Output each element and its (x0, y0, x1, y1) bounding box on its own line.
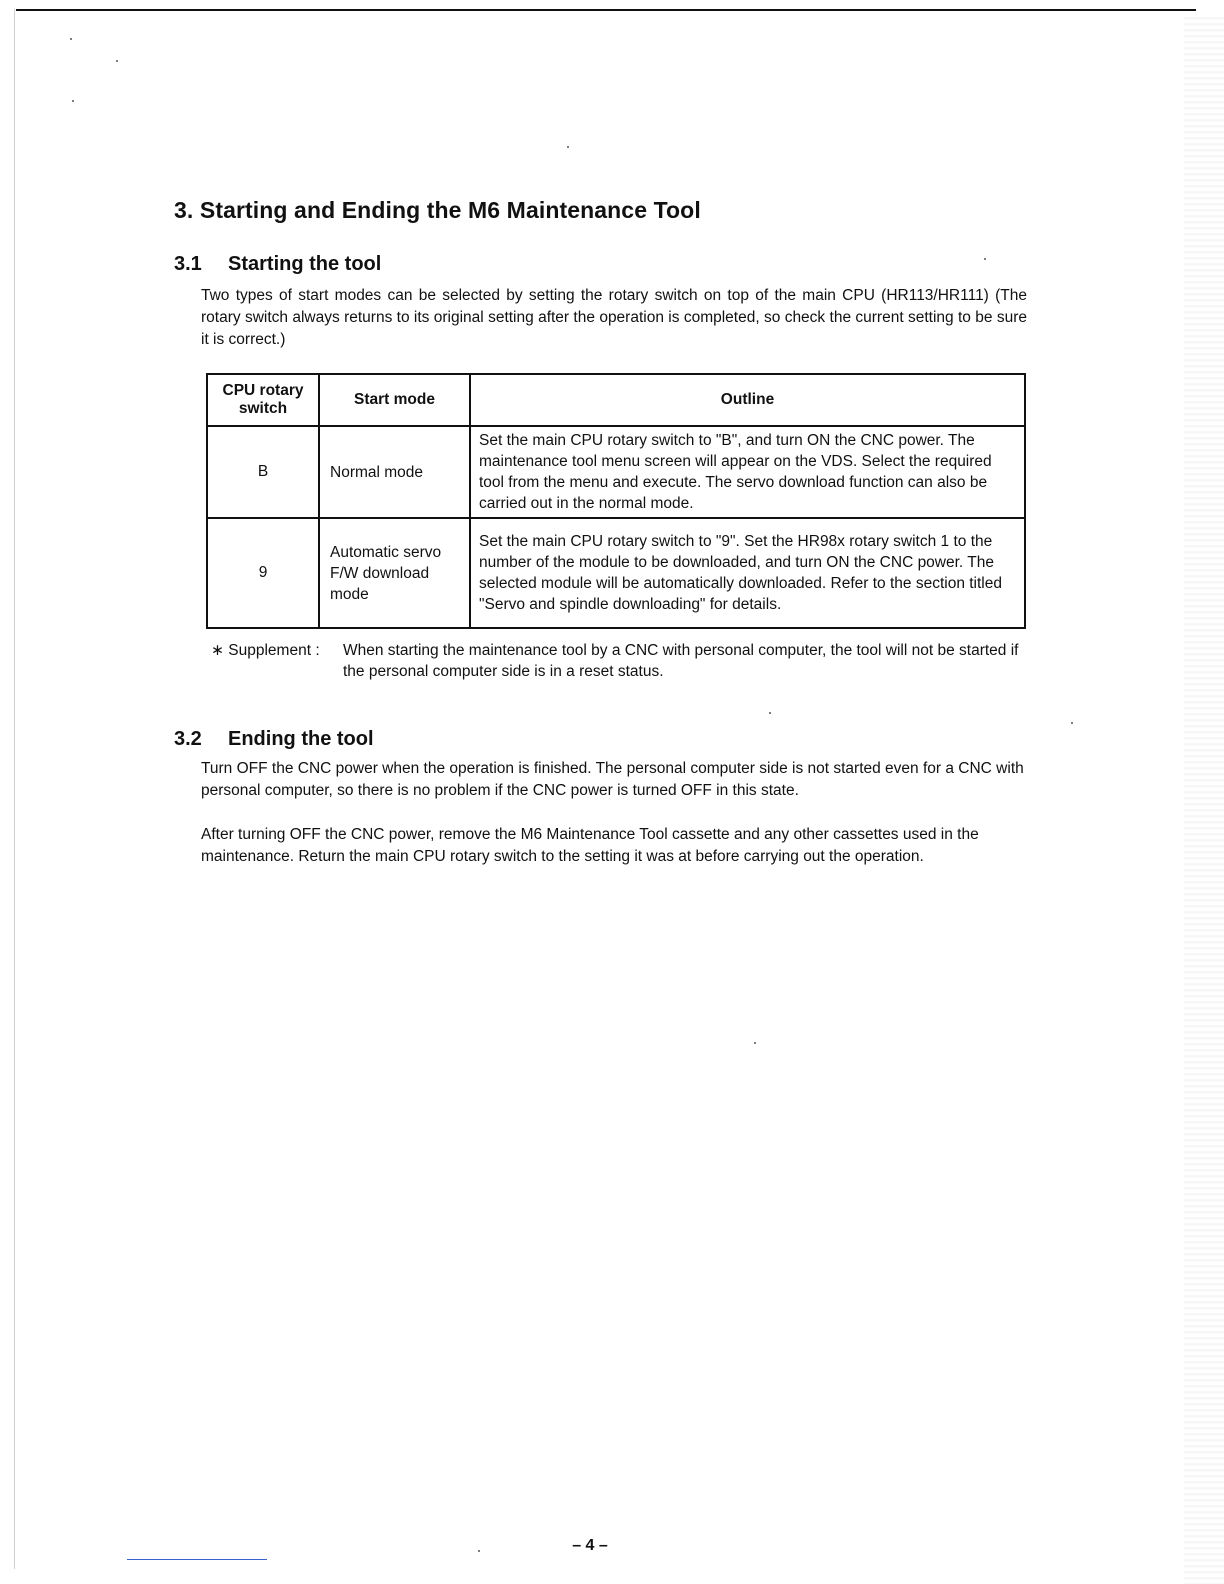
scan-speck (478, 1550, 480, 1552)
table-header-outline: Outline (470, 374, 1025, 426)
start-mode-table (206, 373, 1026, 629)
section-paragraph-remove-cassette: After turning OFF the CNC power, remove the M6 Maintenance Tool cassette and any other cassettes used in the maintenance. Return the main CPU rotary switch to the setting it was at before carrying out the operation. (201, 826, 979, 865)
section-number: 3.2 (174, 728, 202, 750)
page-number: – 4 – (572, 1537, 608, 1554)
footer-underline (127, 1559, 267, 1560)
section-heading-starting (174, 253, 381, 276)
top-border-rule (16, 9, 1196, 11)
section-title: Starting the tool (228, 253, 382, 275)
scan-speck (72, 100, 74, 102)
chapter-heading: 3. Starting and Ending the M6 Maintenance Tool (174, 197, 701, 223)
supplement-label: ∗ Supplement : (211, 642, 320, 659)
supplement-text: When starting the maintenance tool by a CNC with personal computer, the tool will not be started if the personal computer side is in a reset status. (343, 642, 1019, 680)
section-paragraph-power-off: Turn OFF the CNC power when the operation is finished. The personal computer side is not started even for a CNC with personal computer, so there is no problem if the CNC power is turned OFF in this state. (201, 760, 1024, 799)
scan-speck (567, 146, 569, 148)
scan-speck (70, 38, 72, 40)
section-heading-ending (174, 728, 374, 751)
section-paragraph-start-modes: Two types of start modes can be selected by setting the rotary switch on top of the main CPU (HR113/HR111) (The rotary switch always returns to its original setting after the operation is completed, so check the current setting to be sure it is correct.) (201, 287, 1027, 348)
table-cell-outline: Set the main CPU rotary switch to "B", and turn ON the CNC power. The maintenance tool menu screen will appear on the VDS. Select the required tool from the menu and execute. The servo download function can also be carried out in the normal mode. (470, 426, 1025, 518)
table-header-start-mode: Start mode (319, 374, 470, 426)
table-cell-mode: Automatic servo F/W download mode (319, 518, 470, 628)
table-row (207, 426, 1025, 518)
table-cell-mode: Normal mode (319, 426, 470, 518)
section-title: Ending the tool (228, 728, 374, 750)
left-scan-edge (14, 9, 15, 1569)
table-cell-switch: B (207, 426, 319, 518)
section-number: 3.1 (174, 253, 202, 275)
table-row (207, 518, 1025, 628)
scan-speck (769, 712, 771, 714)
table-header-row (207, 374, 1025, 426)
scan-speck (116, 60, 118, 62)
table-cell-switch: 9 (207, 518, 319, 628)
table-header-cpu-rotary-switch: CPU rotary switch (207, 374, 319, 426)
table-cell-outline: Set the main CPU rotary switch to "9". Set the HR98x rotary switch 1 to the number of the module to be downloaded, and turn ON the CNC power. The selected module will be automatically downloaded. Refer to the section titled "Servo and spindle downloading" for details. (470, 518, 1025, 628)
right-scan-edge (1184, 14, 1224, 1584)
scan-speck (984, 258, 986, 260)
scan-speck (754, 1042, 756, 1044)
scan-speck (1071, 722, 1073, 724)
